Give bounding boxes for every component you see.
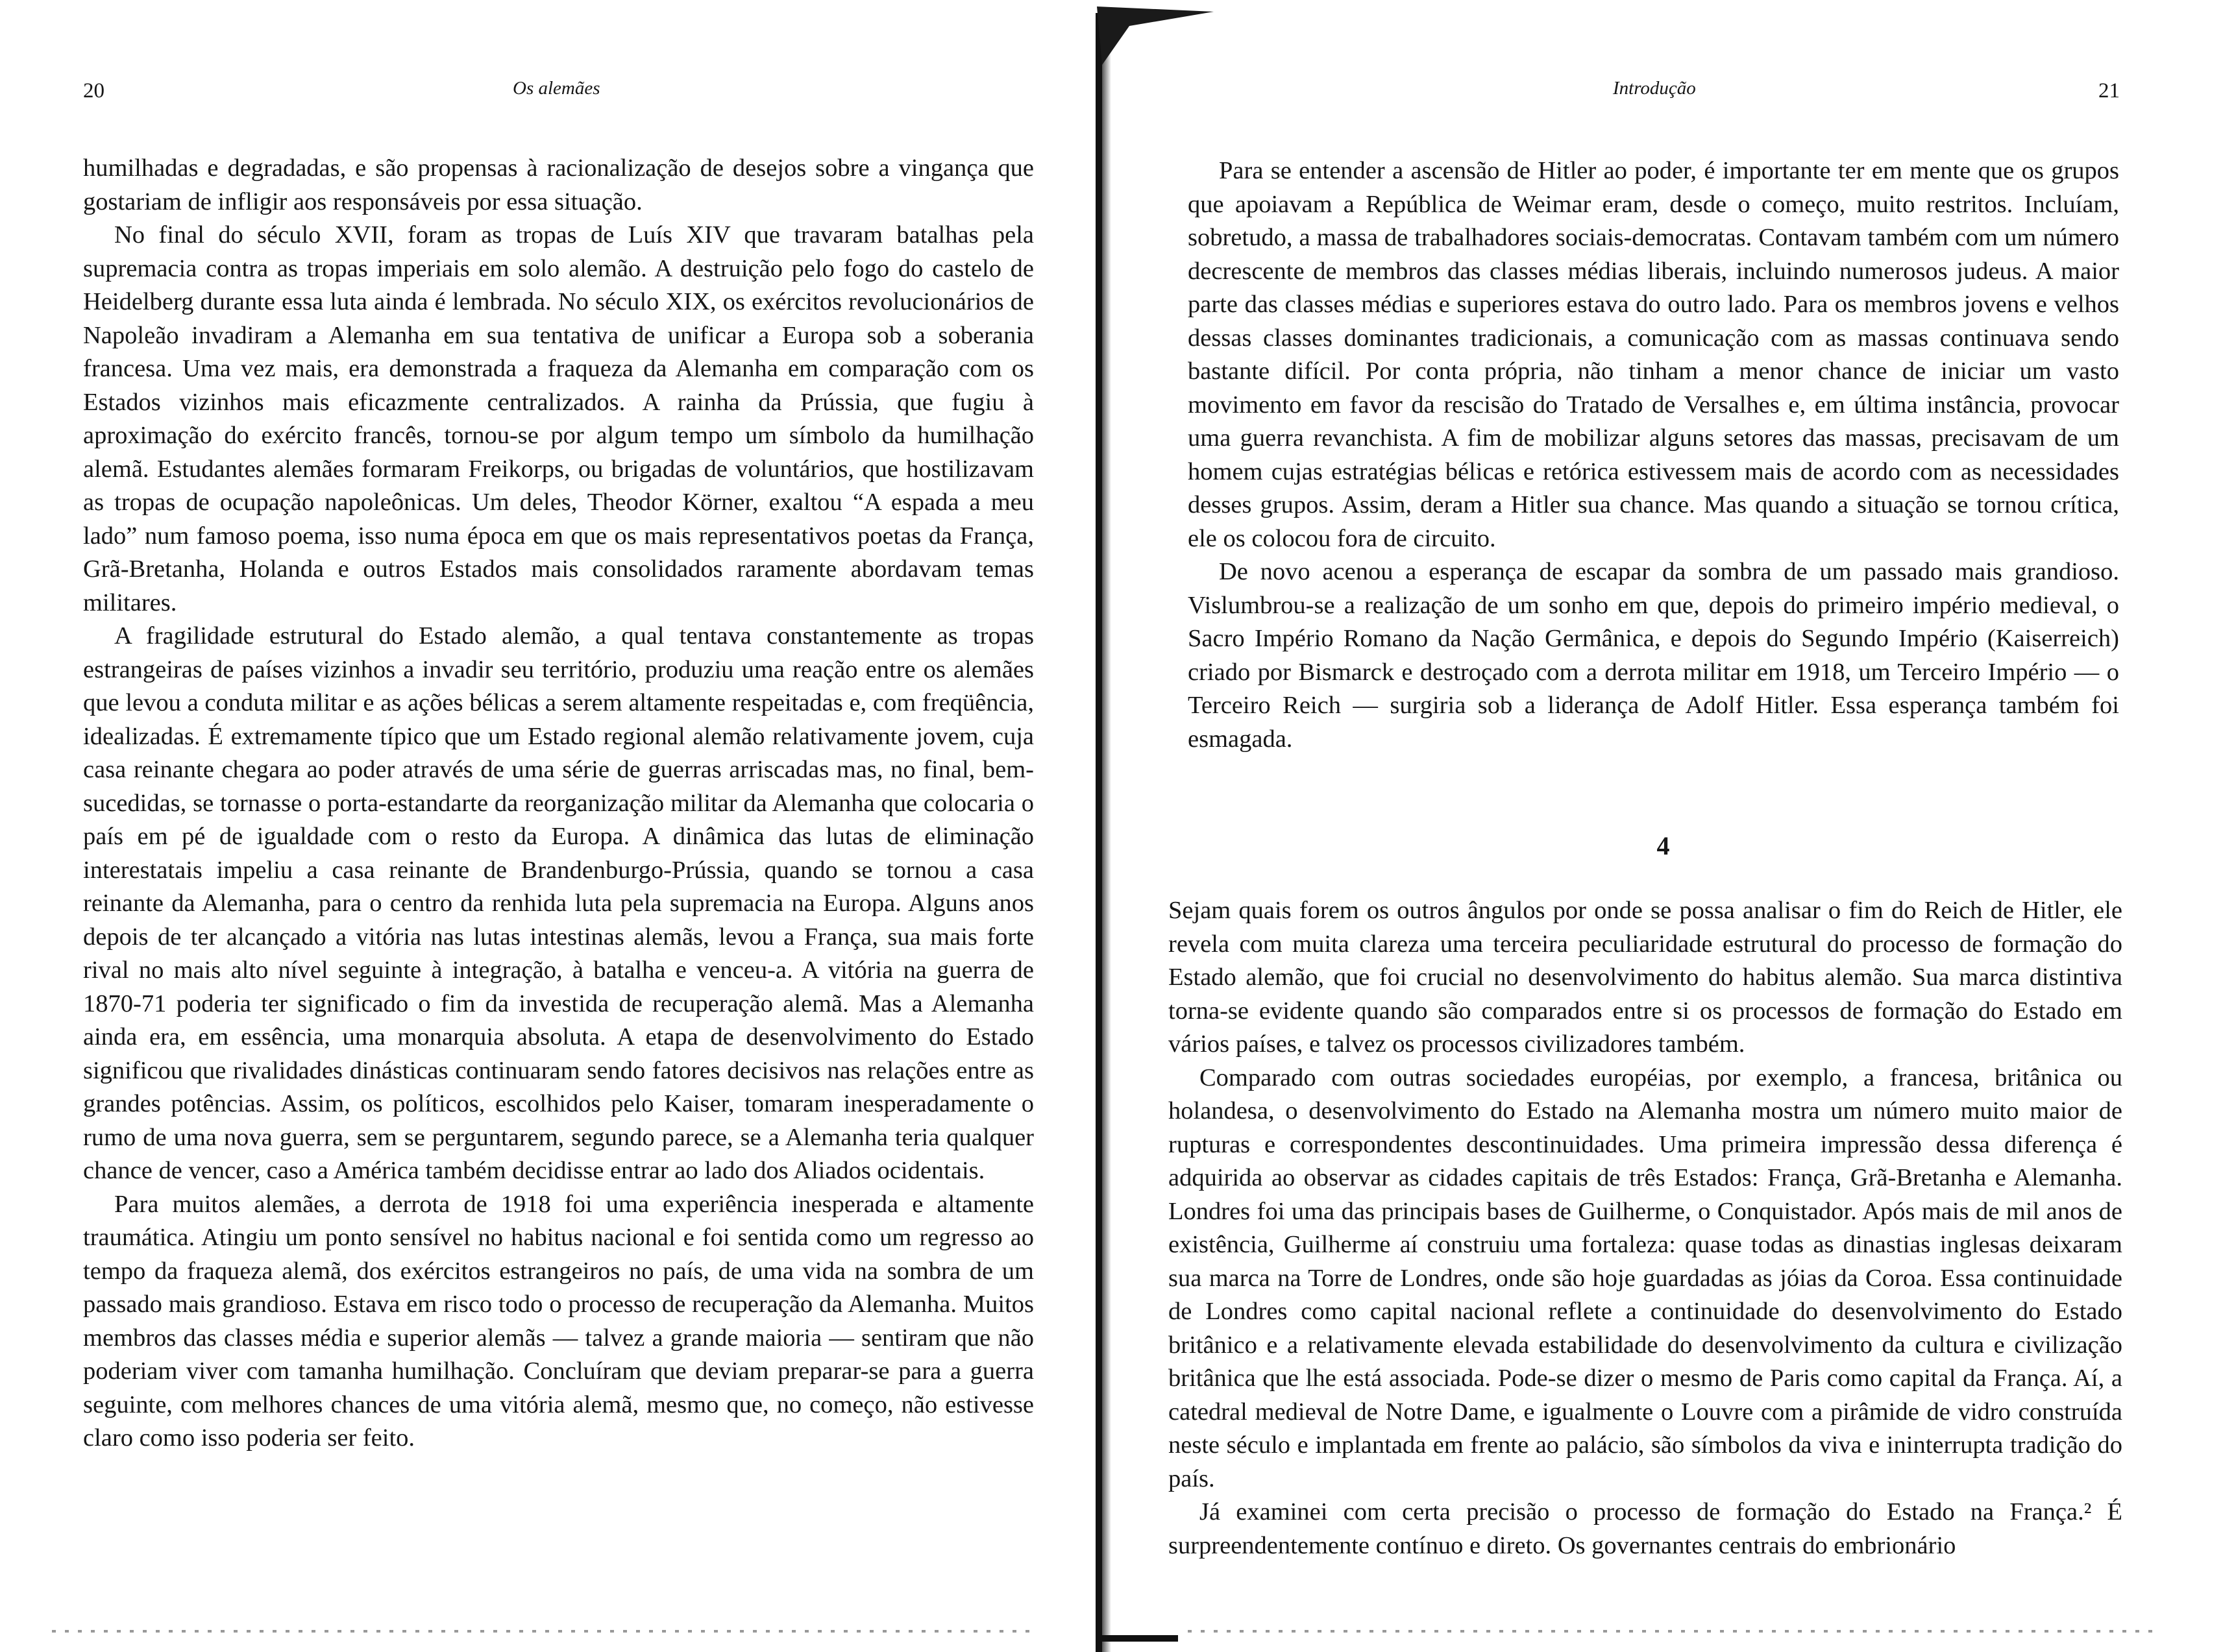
paragraph: Já examinei com certa precisão o processo de formação do Estado na França.² É surpreendentemente contínuo e direto. Os governantes centrais do embrionário xyxy=(1168,1498,2122,1559)
binding-gutter xyxy=(1096,13,1102,1652)
scan-noise xyxy=(1188,1630,2161,1633)
body-text xyxy=(83,152,1034,1455)
paragraph: Comparado com outras sociedades européias, por exemplo, a francesa, britânica ou holandesa, o desenvolvimento do Estado na Alemanha mostra um número muito maior de rupturas e correspondentes descontinuidades. Uma primeira impressão dessa diferença é adquirida ao observar as cidades capitais de três Estados: França, Grã-Bretanha e Alemanha. Londres foi uma das principais bases de Guilherme, o Conquistador. Após mais de mil anos de existência, Guilherme aí construiu uma fortaleza: quase todas as dinastias inglesas deixaram sua marca na Torre de Londres, onde são hoje guardadas as jóias da Coroa. Essa continuidade de Londres como capital nacional reflete a continuidade do desenvolvimento do Estado britânico e a relativamente elevada estabilidade do desenvolvimento da cultura e civilização britânica que lhe está associada. Pode-se dizer o mesmo de Paris como capital da França. Aí, a catedral medieval de Notre Dame, e igualmente o Louvre com a pirâmide de vidro construída neste século e implantada em frente ao palácio, são símbolos da viva e ininterrupta tradição do país. xyxy=(1168,1063,2122,1492)
binding-base xyxy=(1100,1635,1178,1642)
paragraph: Sejam quais forem os outros ângulos por onde se possa analisar o fim do Reich de Hitler, ele revela com muita clareza uma terceira peculiaridade estrutural do processo de formação do Estado alemão, que foi crucial no desenvolvimento do habitus alemão. Sua marca distintiva torna-se evidente quando são comparados entre si os processos de formação do Estado em vários países, e talvez os processos civilizadores também. xyxy=(1168,897,2122,1058)
body-text-bottom xyxy=(1168,894,2122,1562)
running-head: Os alemães xyxy=(513,78,600,99)
paragraph: De novo acenou a esperança de escapar da sombra de um passado mais grandioso. Vislumbrou-se a realização de um sonho em que, depois do primeiro império medieval, o Sacro Império Romano da Nação Germânica, e depois do Segundo Império (Kaiserreich) criado por Bismarck e destroçado com a derrota militar em 1918, um Terceiro Império — o Terceiro Reich — surgiria sob a liderança de Adolf Hitler. Essa esperança também foi esmagada. xyxy=(1188,558,2119,753)
page-number: 21 xyxy=(2098,79,2120,103)
section-number: 4 xyxy=(1656,831,1670,860)
running-head: Introdução xyxy=(1613,78,1696,99)
paragraph: humilhadas e degradadas, e são propensas à racionalização de desejos sobre a vingança que gostariam de infligir aos responsáveis por essa situação. xyxy=(83,154,1034,215)
paragraph: No final do século XVII, foram as tropas de Luís XIV que travaram batalhas pela supremacia contra as tropas imperiais em solo alemão. A destruição pelo fogo do castelo de Heidelberg durante essa luta ainda é lembrada. No século XIX, os exércitos revolucionários de Napoleão invadiram a Alemanha em sua tentativa de unificar a Europa sob a soberania francesa. Uma vez mais, era demonstrada a fraqueza da Alemanha em comparação com os Estados vizinhos mais eficazmente centralizados. A rainha da Prússia, que fugiu à aproximação do exército francês, tornou-se por algum tempo um símbolo da humilhação alemã. Estudantes alemães formaram Freikorps, ou brigadas de voluntários, que hostilizavam as tropas de ocupação napoleônicas. Um deles, Theodor Körner, exaltou “A espada a meu lado” num famoso poema, isso numa época em que os mais representativos poetas da França, Grã-Bretanha, Holanda e outros Estados mais consolidados raramente abordavam temas militares. xyxy=(83,221,1034,616)
scan-noise xyxy=(52,1630,1038,1633)
paragraph: Para muitos alemães, a derrota de 1918 foi uma experiência inesperada e altamente traumática. Atingiu um ponto sensível no habitus nacional e foi sentida como um regresso ao tempo da fraqueza alemã, dos exércitos estrangeiros no país, de uma vida na sombra de um passado mais grandioso. Estava em risco todo o processo de recuperação da Alemanha. Muitos membros das classes média e superior alemãs — talvez a grande maioria — sentiram que não poderiam viver com tamanha humilhação. Concluíram que deviam preparar-se para a guerra seguinte, com melhores chances de uma vitória alemã, mesmo que, no começo, não estivesse claro como isso poderia ser feito. xyxy=(83,1190,1034,1452)
body-text-top xyxy=(1188,154,2119,756)
right-page xyxy=(1103,0,2223,1652)
paragraph: Para se entender a ascensão de Hitler ao poder, é importante ter em mente que os grupos que apoiavam a República de Weimar eram, desde o começo, muito restritos. Incluíam, sobretudo, a massa de trabalhadores sociais-democratas. Contavam também com um número decrescente de membros das classes médias liberais, incluindo numerosos judeus. A maior parte das classes médias e superiores estava do outro lado. Para os membros jovens e velhos dessas classes dominantes tradicionais, a comunicação com as massas continuava sendo bastante difícil. Por conta própria, não tinham a menor chance de iniciar um vasto movimento em favor da rescisão do Tratado de Versalhes e, em última instância, provocar uma guerra revanchista. A fim de mobilizar alguns setores das massas, precisavam de um homem cujas estratégias bélicas e retórica estivessem mais de acordo com as necessidades desses grupos. Assim, deram a Hitler sua chance. Mas quando a situação se tornou crítica, ele os colocou fora de circuito. xyxy=(1188,157,2119,552)
page-number: 20 xyxy=(83,79,104,103)
paragraph: A fragilidade estrutural do Estado alemão, a qual tentava constantemente as tropas estrangeiras de países vizinhos a invadir seu território, produziu uma reação entre os alemães que levou a conduta militar e as ações bélicas a serem altamente respeitadas e, com freqüência, idealizadas. É extremamente típico que um Estado regional alemão relativamente jovem, cuja casa reinante chegara ao poder através de uma série de guerras arriscadas mas, no final, bem-sucedidas, se tornasse o porta-estandarte da reorganização militar da Alemanha que colocaria o país em pé de igualdade com o resto da Europa. A dinâmica das lutas de eliminação interestatais impeliu a casa reinante de Brandenburgo-Prússia, quando se tornou a casa reinante da Alemanha, para o centro da renhida luta pela supremacia na Europa. Alguns anos depois de ter alcançado a vitória nas lutas intestinas alemãs, levou a França, sua mais forte rival no mais alto nível seguinte à integração, à batalha e venceu-a. A vitória na guerra de 1870-71 poderia ter significado o fim da investida de recuperação alemã. Mas a Alemanha ainda era, em essência, uma monarquia absoluta. A etapa de desenvolvimento do Estado significou que rivalidades dinásticas continuaram sendo fatores decisivos nas relações entre as grandes potências. Assim, os políticos, escolhidos pelo Kaiser, tomaram inesperadamente o rumo de uma nova guerra, sem se perguntarem, segundo parece, se a Alemanha teria qualquer chance de vencer, caso a América também decidisse entrar ao lado dos Aliados ocidentais. xyxy=(83,622,1034,1184)
left-page xyxy=(0,0,1097,1652)
